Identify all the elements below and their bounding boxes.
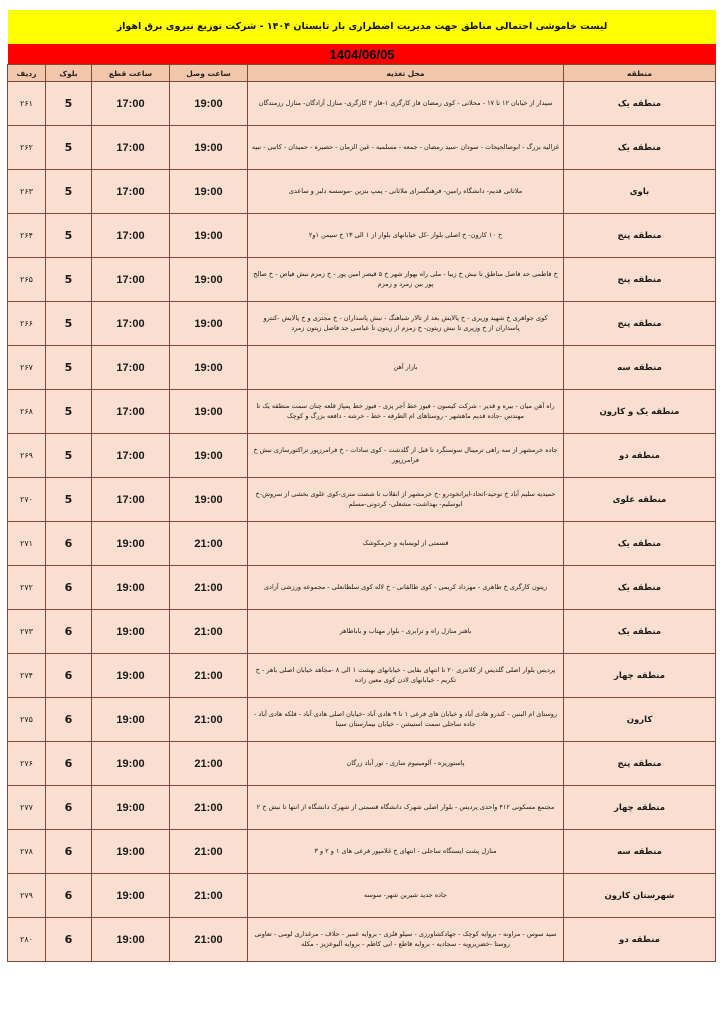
table-header-row — [8, 65, 716, 82]
cell-block: 5 — [46, 478, 92, 522]
cell-block: 6 — [46, 566, 92, 610]
cell-reconnect-time: 21:00 — [170, 610, 248, 654]
cell-disconnect-time: 19:00 — [92, 786, 170, 830]
table-row — [8, 566, 716, 610]
cell-block: 6 — [46, 742, 92, 786]
cell-row-number: ۲۷۰ — [8, 478, 46, 522]
table-row — [8, 610, 716, 654]
cell-zone: منطقه یک — [564, 566, 716, 610]
cell-disconnect-time: 17:00 — [92, 434, 170, 478]
cell-zone: منطقه یک — [564, 82, 716, 126]
cell-disconnect-time: 19:00 — [92, 522, 170, 566]
cell-feed-location: خ ۱۰ کارون- خ اصلی بلوار -کل خیابانهای بلوار از ۱ الی ۱۳ خ سیمن ۱و۲ — [248, 214, 564, 258]
cell-disconnect-time: 17:00 — [92, 214, 170, 258]
column-header-radif: ردیف — [8, 65, 46, 82]
cell-row-number: ۲۶۳ — [8, 170, 46, 214]
outage-table — [7, 64, 716, 962]
cell-reconnect-time: 21:00 — [170, 786, 248, 830]
cell-disconnect-time: 19:00 — [92, 830, 170, 874]
cell-zone: منطقه یک و کارون — [564, 390, 716, 434]
cell-block: 6 — [46, 918, 92, 962]
cell-feed-location: بازار آهن — [248, 346, 564, 390]
cell-zone: منطقه پنج — [564, 302, 716, 346]
schedule-date: 1404/06/05 — [329, 46, 395, 62]
cell-zone: منطقه پنج — [564, 742, 716, 786]
column-header-ghat: ساعت قطع — [92, 65, 170, 82]
cell-block: 5 — [46, 390, 92, 434]
cell-disconnect-time: 17:00 — [92, 478, 170, 522]
cell-zone: منطقه یک — [564, 610, 716, 654]
cell-reconnect-time: 19:00 — [170, 82, 248, 126]
column-header-blok: بلوک — [46, 65, 92, 82]
cell-block: 5 — [46, 214, 92, 258]
cell-disconnect-time: 17:00 — [92, 346, 170, 390]
cell-zone: منطقه یک — [564, 126, 716, 170]
table-row — [8, 742, 716, 786]
cell-feed-location: سیدار از خیابان ۱۲ تا ۱۷ - محلاتی - کوی رمضان فاز کارگری ۱-فاز ۲ کارگری- منازل آزادگان- منازل رزمندگان — [248, 82, 564, 126]
table-row — [8, 82, 716, 126]
cell-row-number: ۲۷۱ — [8, 522, 46, 566]
cell-reconnect-time: 19:00 — [170, 214, 248, 258]
cell-feed-location: پردیس بلوار اصلی گلدیس از کلانتری ۲۰ تا انتهای بقایی - خیابانهای بهشت ۱ الی ۸ -مجاهد خیابان اصلی باهر - خ تکریم - خیابانهای لادن کوی معین زاده — [248, 654, 564, 698]
cell-row-number: ۲۷۶ — [8, 742, 46, 786]
date-banner — [8, 44, 716, 64]
cell-row-number: ۲۶۱ — [8, 82, 46, 126]
cell-reconnect-time: 19:00 — [170, 170, 248, 214]
cell-disconnect-time: 19:00 — [92, 610, 170, 654]
table-row — [8, 654, 716, 698]
cell-disconnect-time: 19:00 — [92, 698, 170, 742]
table-row — [8, 918, 716, 962]
cell-reconnect-time: 19:00 — [170, 434, 248, 478]
cell-disconnect-time: 17:00 — [92, 258, 170, 302]
cell-reconnect-time: 19:00 — [170, 346, 248, 390]
cell-block: 5 — [46, 170, 92, 214]
cell-row-number: ۲۶۹ — [8, 434, 46, 478]
column-header-mahal: محل تغذیه — [248, 65, 564, 82]
cell-reconnect-time: 21:00 — [170, 698, 248, 742]
cell-block: 6 — [46, 698, 92, 742]
cell-zone: منطقه پنج — [564, 258, 716, 302]
cell-reconnect-time: 19:00 — [170, 478, 248, 522]
cell-zone: منطقه دو — [564, 918, 716, 962]
cell-feed-location: جاده خرمشهر از سه راهی ترمینال سوسنگرد تا قبل از گلدشت - کوی سادات - خ فرامرزپور تراکتورسازی نبش خ فرامرزپور — [248, 434, 564, 478]
cell-row-number: ۲۷۹ — [8, 874, 46, 918]
cell-block: 6 — [46, 522, 92, 566]
cell-block: 6 — [46, 874, 92, 918]
table-row — [8, 478, 716, 522]
cell-row-number: ۲۶۶ — [8, 302, 46, 346]
cell-feed-location: کوی جواهری خ شهید وزیری - خ پالایش بعد از تالار شباهنگ - نبش پاسداران - خ مجتزی و خ پالایش -کنترو پاسداران از خ وزیری تا نبش زیتون- خ زمزم از زیتون تا عباسی حد فاصل زیتون زمرد — [248, 302, 564, 346]
table-row — [8, 874, 716, 918]
column-header-vasl: ساعت وصل — [170, 65, 248, 82]
cell-reconnect-time: 21:00 — [170, 874, 248, 918]
cell-zone: منطقه سه — [564, 830, 716, 874]
column-header-zone: منطقه — [564, 65, 716, 82]
cell-reconnect-time: 19:00 — [170, 258, 248, 302]
table-row — [8, 346, 716, 390]
cell-zone: منطقه دو — [564, 434, 716, 478]
cell-block: 5 — [46, 434, 92, 478]
table-row — [8, 830, 716, 874]
cell-row-number: ۲۶۸ — [8, 390, 46, 434]
cell-reconnect-time: 21:00 — [170, 566, 248, 610]
cell-row-number: ۲۷۲ — [8, 566, 46, 610]
cell-zone: منطقه سه — [564, 346, 716, 390]
cell-reconnect-time: 19:00 — [170, 390, 248, 434]
cell-reconnect-time: 21:00 — [170, 918, 248, 962]
cell-feed-location: باهنر منازل راه و ترابری - بلوار مهتاب و باباطاهر — [248, 610, 564, 654]
cell-zone: منطقه پنج — [564, 214, 716, 258]
cell-block: 5 — [46, 82, 92, 126]
table-row — [8, 214, 716, 258]
cell-block: 5 — [46, 346, 92, 390]
title-banner — [8, 10, 716, 44]
cell-disconnect-time: 19:00 — [92, 654, 170, 698]
cell-feed-location: مجتمع مسکونی ۴۱۲ واحدی پردیس - بلوار اصلی شهرک دانشگاه قسمتی از شهرک دانشگاه از انتها تا نبش خ ۲ — [248, 786, 564, 830]
cell-row-number: ۲۷۵ — [8, 698, 46, 742]
cell-reconnect-time: 19:00 — [170, 126, 248, 170]
cell-feed-location: سید سوس - مراونه - بروایه کوچک - جهادکشاورزی - سیلو فلزی - بروایه عمیر - حلاف - مرغداری لومی - تعاونی روستا -خضریرویه - سجادیه - بروایه قاطع - ابی کاظم - بروایه آلبوعزیز - مکله — [248, 918, 564, 962]
cell-disconnect-time: 17:00 — [92, 170, 170, 214]
cell-block: 6 — [46, 830, 92, 874]
cell-feed-location: جاده جدید شیرین شهر- سوسه — [248, 874, 564, 918]
cell-zone: باوی — [564, 170, 716, 214]
cell-feed-location: پاستوریزه - آلومینیوم سازی - نور آباد زرگان — [248, 742, 564, 786]
cell-block: 6 — [46, 654, 92, 698]
cell-feed-location: غزالیه بزرگ - ابوصالحیجات - سودان -سید رمضان - جمعه - مسلمیه - غین الزمان - حصیره - حمیدان - کاتبی - نبیه — [248, 126, 564, 170]
cell-row-number: ۲۷۸ — [8, 830, 46, 874]
cell-block: 6 — [46, 786, 92, 830]
cell-block: 6 — [46, 610, 92, 654]
cell-row-number: ۲۷۴ — [8, 654, 46, 698]
cell-disconnect-time: 19:00 — [92, 918, 170, 962]
cell-feed-location: منازل پشت ایستگاه ساحلی - انتهای خ غلامپور فرعی های ۱ و ۲ و ۳ — [248, 830, 564, 874]
cell-feed-location: حمیدیه سلیم آباد خ توحید-اتحاد-ایرانخودرو -خ خرمشهر از انقلاب تا شصت متری-کوی علوی بخشی از سروش-خ ابوسلیم- بهداشت- مشعلی- کردونی-مسلم — [248, 478, 564, 522]
cell-disconnect-time: 19:00 — [92, 566, 170, 610]
table-row — [8, 258, 716, 302]
cell-zone: منطقه چهار — [564, 786, 716, 830]
cell-row-number: ۲۷۷ — [8, 786, 46, 830]
cell-reconnect-time: 21:00 — [170, 830, 248, 874]
cell-feed-location: زیتون کارگری خ طاهری - مهرداد کریمی - کوی طالقانی - خ لاله کوی سلطانعلی - مجموعه ورزشی آزادی — [248, 566, 564, 610]
cell-disconnect-time: 19:00 — [92, 742, 170, 786]
cell-zone: منطقه علوی — [564, 478, 716, 522]
cell-block: 5 — [46, 302, 92, 346]
table-body — [8, 82, 716, 962]
cell-row-number: ۲۸۰ — [8, 918, 46, 962]
table-row — [8, 390, 716, 434]
table-header — [8, 65, 716, 82]
cell-feed-location: قسمتی از لویسایه و خرمکوشک — [248, 522, 564, 566]
page-title: لیست خاموشی احتمالی مناطق جهت مدیریت اضطراری بار تابستان ۱۴۰۴ - شرکت توزیع نیروی برق اهواز — [116, 21, 608, 33]
table-row — [8, 126, 716, 170]
cell-feed-location: ملاثانی قدیم- دانشگاه رامین- فرهنگسرای ملاثانی - پمپ بنزین -موسسه دلبر و ساعدی — [248, 170, 564, 214]
table-row — [8, 302, 716, 346]
cell-row-number: ۲۶۵ — [8, 258, 46, 302]
cell-zone: شهرستان کارون — [564, 874, 716, 918]
cell-disconnect-time: 17:00 — [92, 302, 170, 346]
cell-disconnect-time: 17:00 — [92, 126, 170, 170]
cell-row-number: ۲۶۲ — [8, 126, 46, 170]
cell-feed-location: راه آهن میان - بیره و قدیر - شرکت کیسون - فیوز خط آجر پزی - فیوز خط پمپاژ قلعه چنان سمت منطقه یک تا مهندس -جاده قدیم ماهشهر - روستاهای ام الطرفه - خط - خرشه - دافعه بزرگ و کوچک — [248, 390, 564, 434]
cell-zone: کارون — [564, 698, 716, 742]
cell-row-number: ۲۶۴ — [8, 214, 46, 258]
cell-zone: منطقه یک — [564, 522, 716, 566]
table-row — [8, 786, 716, 830]
table-row — [8, 434, 716, 478]
cell-feed-location: روستای ام البنین - کندرو هادی آباد و خیابان های فرعی ۱ تا ۹ هادی آباد -خیابان اصلی هادی آباد - فلکه هادی آباد - جاده ساحلی سمت استیشن - خیابان بیمارستان سینا — [248, 698, 564, 742]
cell-disconnect-time: 19:00 — [92, 874, 170, 918]
table-row — [8, 170, 716, 214]
cell-block: 5 — [46, 258, 92, 302]
cell-feed-location: خ فاطمی حد فاصل مناطق تا نبش خ زیبا - ملی راه بهواز شهر خ ۵ قیصر امین پور - خ زمزم نبش فیاض - خ صالح پور بین زمرد و زمزم — [248, 258, 564, 302]
cell-disconnect-time: 17:00 — [92, 390, 170, 434]
cell-block: 5 — [46, 126, 92, 170]
cell-disconnect-time: 17:00 — [92, 82, 170, 126]
cell-reconnect-time: 21:00 — [170, 742, 248, 786]
cell-row-number: ۲۷۳ — [8, 610, 46, 654]
cell-reconnect-time: 19:00 — [170, 302, 248, 346]
cell-reconnect-time: 21:00 — [170, 654, 248, 698]
cell-row-number: ۲۶۷ — [8, 346, 46, 390]
cell-zone: منطقه چهار — [564, 654, 716, 698]
cell-reconnect-time: 21:00 — [170, 522, 248, 566]
table-row — [8, 698, 716, 742]
table-row — [8, 522, 716, 566]
